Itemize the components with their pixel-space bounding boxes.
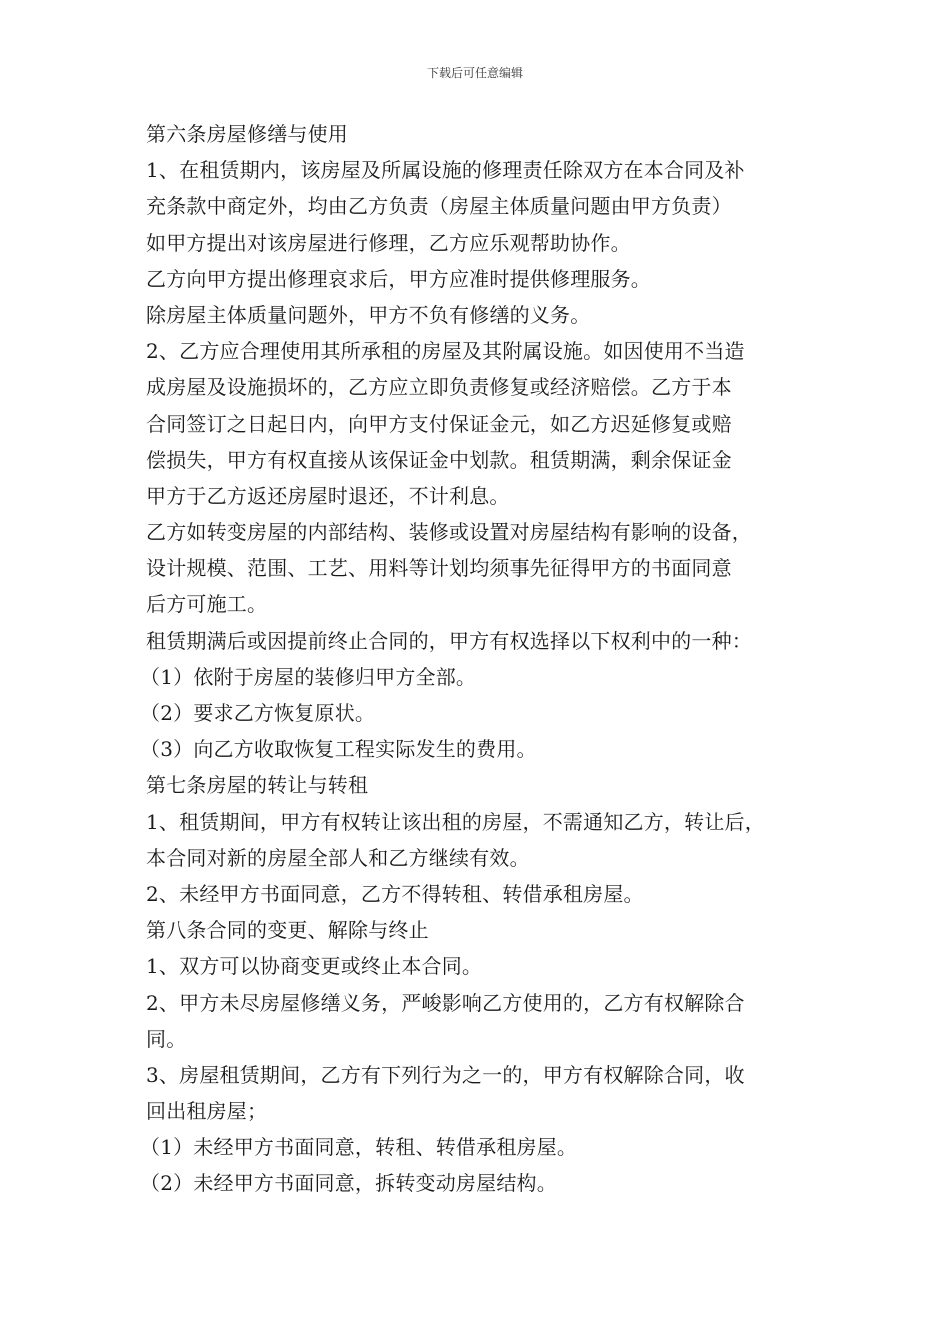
paragraph-line: 2、乙方应合理使用其所承租的房屋及其附属设施。如因使用不当造 bbox=[146, 339, 745, 364]
paragraph-line: 乙方如转变房屋的内部结构、装修或设置对房屋结构有影响的设备， bbox=[146, 520, 752, 545]
list-item: （1）未经甲方书面同意，转租、转借承租房屋。 bbox=[140, 1135, 578, 1160]
paragraph-line: 1、租赁期间，甲方有权转让该出租的房屋，不需通知乙方，转让后， bbox=[146, 809, 765, 834]
paragraph-line: 偿损失，甲方有权直接从该保证金中划款。租赁期满，剩余保证金 bbox=[146, 447, 732, 472]
paragraph-line: 设计规模、范围、工艺、用料等计划均须事先征得甲方的书面同意 bbox=[146, 556, 732, 581]
list-item: （1）依附于房屋的装修归甲方全部。 bbox=[140, 664, 477, 689]
section-heading-7: 第七条房屋的转让与转租 bbox=[146, 773, 369, 798]
paragraph-line: 同。 bbox=[146, 1026, 187, 1051]
paragraph-line: 除房屋主体质量问题外，甲方不负有修缮的义务。 bbox=[146, 302, 591, 327]
paragraph-line: 如甲方提出对该房屋进行修理，乙方应乐观帮助协作。 bbox=[146, 230, 631, 255]
paragraph-line: 甲方于乙方返还房屋时退还，不计利息。 bbox=[146, 483, 510, 508]
paragraph-line: 租赁期满后或因提前终止合同的，甲方有权选择以下权利中的一种： bbox=[146, 628, 752, 653]
paragraph-line: 2、甲方未尽房屋修缮义务，严峻影响乙方使用的，乙方有权解除合 bbox=[146, 990, 745, 1015]
document-body bbox=[140, 116, 816, 1202]
paragraph-line: 后方可施工。 bbox=[146, 592, 268, 617]
paragraph-line: 本合同对新的房屋全部人和乙方继续有效。 bbox=[146, 845, 530, 870]
paragraph-line: 合同签订之日起日内，向甲方支付保证金元，如乙方迟延修复或赔 bbox=[146, 411, 732, 436]
section-heading-8: 第八条合同的变更、解除与终止 bbox=[146, 918, 429, 943]
paragraph-line: 3、房屋租赁期间，乙方有下列行为之一的，甲方有权解除合同，收 bbox=[146, 1062, 745, 1087]
section-heading-6: 第六条房屋修缮与使用 bbox=[146, 122, 348, 146]
paragraph-line: 1、双方可以协商变更或终止本合同。 bbox=[146, 954, 483, 979]
paragraph-line: 2、未经甲方书面同意，乙方不得转租、转借承租房屋。 bbox=[146, 881, 644, 906]
page-header: 下载后可任意编辑 bbox=[426, 66, 523, 80]
list-item: （2）未经甲方书面同意，拆转变动房屋结构。 bbox=[140, 1171, 557, 1196]
paragraph-line: 充条款中商定外，均由乙方负责（房屋主体质量问题由甲方负责） bbox=[146, 194, 732, 219]
paragraph-line: 1、在租赁期内，该房屋及所属设施的修理责任除双方在本合同及补 bbox=[146, 158, 745, 183]
list-item: （2）要求乙方恢复原状。 bbox=[140, 701, 376, 725]
paragraph-line: 回出租房屋； bbox=[146, 1099, 268, 1124]
paragraph-line: 乙方向甲方提出修理哀求后，甲方应准时提供修理服务。 bbox=[146, 266, 651, 291]
list-item: （3）向乙方收取恢复工程实际发生的费用。 bbox=[140, 737, 537, 762]
paragraph-line: 成房屋及设施损坏的，乙方应立即负责修复或经济赔偿。乙方于本 bbox=[146, 375, 732, 400]
